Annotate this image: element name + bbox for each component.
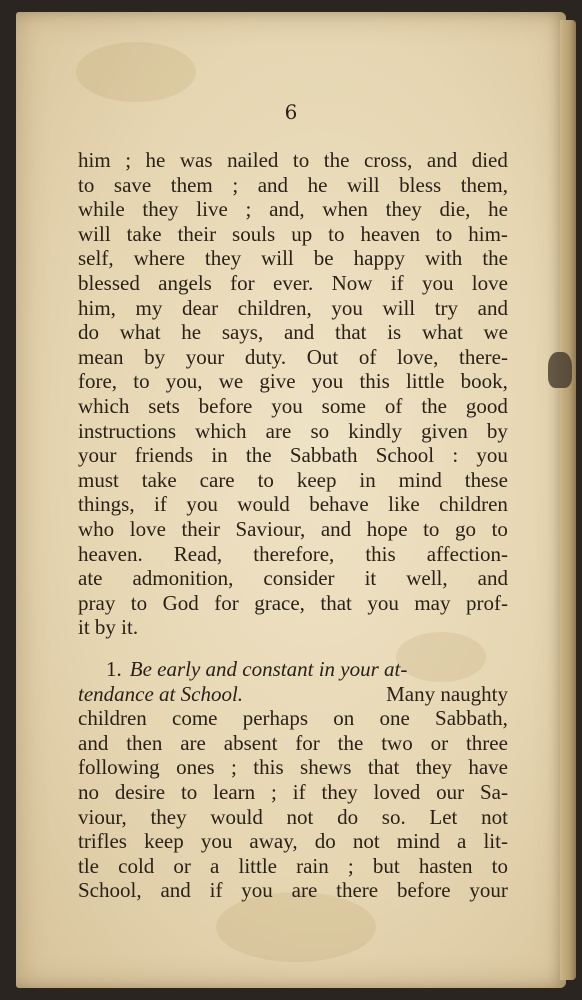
text-line: will take their souls up to heaven to him- xyxy=(78,221,508,246)
text-line: School, and if you are there before your xyxy=(78,878,508,903)
text-line: him ; he was nailed to the cross, and died xyxy=(78,148,508,172)
paper-stain xyxy=(76,42,196,102)
section-heading: Be early and constant in your at- xyxy=(129,657,408,681)
section-number: 1. xyxy=(106,657,122,681)
text-line: while they live ; and, when they die, he xyxy=(78,197,508,222)
paragraph-2-heading-line xyxy=(78,657,508,682)
page-edge xyxy=(560,20,576,980)
text-line: things, if you would behave like children xyxy=(78,492,508,517)
text-line: ate admonition, consider it well, and xyxy=(78,566,508,591)
text-line: children come perhaps on one Sabbath, xyxy=(78,706,508,731)
text-line: it by it. xyxy=(78,615,139,640)
text-line: trifles keep you away, do not mind a lit- xyxy=(78,829,508,854)
text-line: fore, to you, we give you this little book, xyxy=(78,369,508,394)
binding-clip xyxy=(548,352,572,388)
paragraph-1 xyxy=(78,148,508,640)
text-line: must take care to keep in mind these xyxy=(78,467,508,492)
paragraph-2-second-line xyxy=(78,682,508,707)
page-number: 6 xyxy=(284,100,298,124)
text-line: no desire to learn ; if they loved our Sa- xyxy=(78,779,508,804)
text-line: viour, they would not do so. Let not xyxy=(78,804,508,829)
text-line: blessed angels for ever. Now if you love xyxy=(78,270,508,295)
text-line: mean by your duty. Out of love, there- xyxy=(78,344,508,369)
text-line: heaven. Read, therefore, this affection- xyxy=(78,541,508,566)
text-line: and then are absent for the two or three xyxy=(78,730,508,755)
text-line: to save them ; and he will bless them, xyxy=(78,172,508,197)
text-line: tle cold or a little rain ; but hasten to xyxy=(78,853,508,878)
text-line: pray to God for grace, that you may prof- xyxy=(78,590,508,615)
text-line: him, my dear children, you will try and xyxy=(78,295,508,320)
text-line: Many naughty xyxy=(386,681,508,706)
text-line: instructions which are so kindly given by xyxy=(78,418,508,443)
text-line: who love their Saviour, and hope to go to xyxy=(78,516,508,541)
text-line: following ones ; this shews that they have xyxy=(78,755,508,780)
text-line: self, where they will be happy with the xyxy=(78,246,508,271)
paragraph-2 xyxy=(78,657,508,903)
text-line: which sets before you some of the good xyxy=(78,393,508,418)
section-heading-continued: tendance at School. xyxy=(78,681,244,706)
text-line: do what he says, and that is what we xyxy=(78,320,508,345)
text-line: your friends in the Sabbath School : you xyxy=(78,443,508,468)
